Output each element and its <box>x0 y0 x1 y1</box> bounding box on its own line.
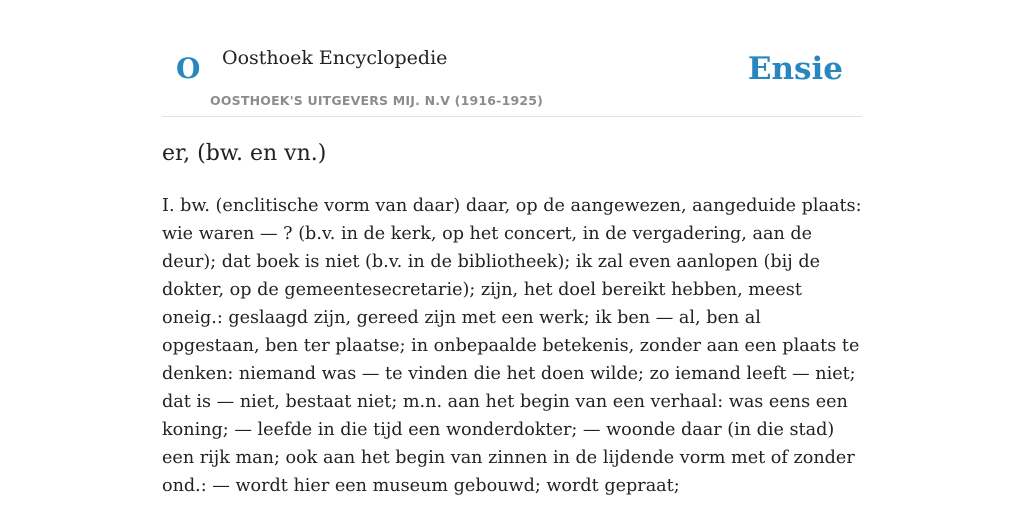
source-book-title[interactable]: Oosthoek Encyclopedie <box>222 47 448 69</box>
source-header <box>162 0 862 117</box>
page <box>162 0 862 512</box>
entry-title: er, (bw. en vn.) <box>162 141 327 166</box>
ensie-logo-link[interactable]: Ensie <box>747 51 843 87</box>
source-publisher: OOSTHOEK'S UITGEVERS MIJ. N.V (1916-1925) <box>210 93 544 108</box>
source-logo-letter[interactable]: O <box>176 52 201 85</box>
entry-body: I. bw. (enclitische vorm van daar) daar, op de aangewezen, aangeduide plaats: wie waren — ? (b.v. in de kerk, op het concert, in de vergadering, aan de deur); dat boek is niet (b.v. in de bibliotheek); ik zal even aanlopen (bij de dokter, op de gemeentesecretarie); zijn, het doel bereikt hebben, meest oneig.: geslaagd zijn, gereed zijn met een werk; ik ben — al, ben al opgestaan, ben ter plaatse; in onbepaalde betekenis, zonder aan een plaats te denken: niemand was — te vinden die het doen wilde; zo iemand leeft — niet; dat is — niet, bestaat niet; m.n. aan het begin van een verhaal: was eens een koning; — leefde in die tijd een wonderdokter; — woonde daar (in die stad) een rijk man; ook aan het begin van zinnen in de lijdende vorm met of zonder ond.: — wordt hier een museum gebouwd; wordt gepraat; <box>162 196 862 496</box>
